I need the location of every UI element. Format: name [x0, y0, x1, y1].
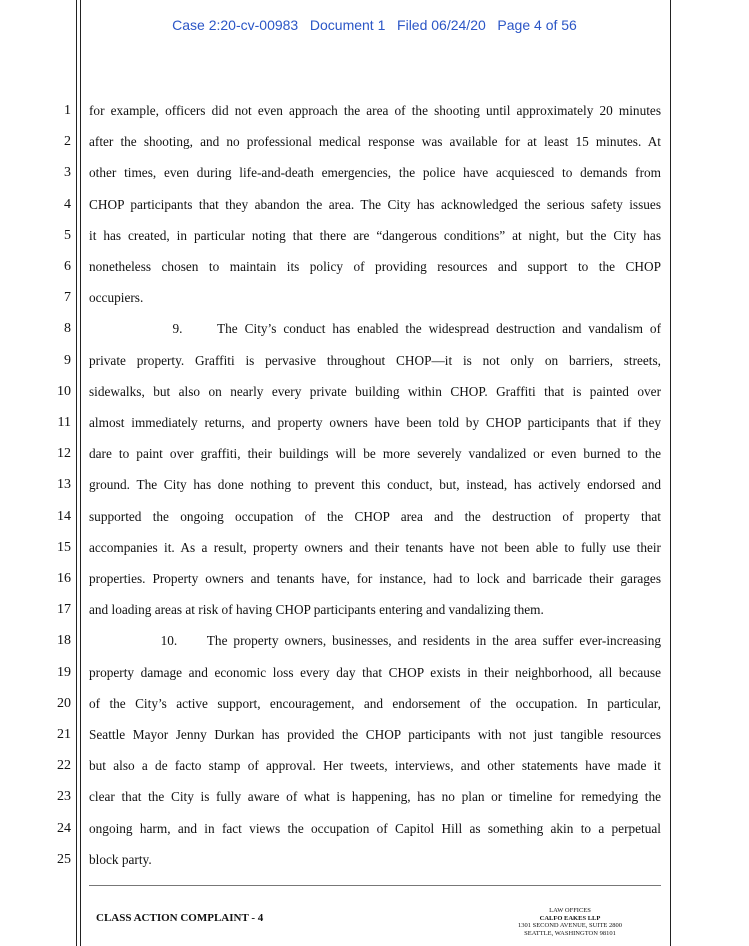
pleading-line — [0, 252, 749, 282]
line-text: occupiers. — [89, 290, 144, 306]
case-header: Case 2:20-cv-00983 Document 1 Filed 06/24/20 Page 4 of 56 — [172, 17, 577, 33]
pleading-line — [0, 158, 749, 188]
pleading-line — [0, 439, 749, 469]
pleading-line — [0, 314, 749, 344]
line-text: sidewalks, but also on nearly every private building within CHOP. Graffiti that is painted over — [89, 383, 661, 399]
pleading-line — [0, 502, 749, 532]
pleading-line — [0, 127, 749, 157]
pleading-line — [0, 845, 749, 875]
line-number: 24 — [57, 820, 71, 836]
footer-address-line-2: SEATTLE, WASHINGTON 98101 — [524, 929, 616, 937]
pleading-line — [0, 533, 749, 563]
line-number: 12 — [57, 446, 71, 462]
pleading-line — [0, 408, 749, 438]
footer-law-offices: LAW OFFICES — [549, 907, 591, 914]
line-text: ground. The City has done nothing to prevent this conduct, but, instead, has actively endorsed and — [89, 477, 661, 493]
line-number: 9 — [64, 352, 71, 368]
line-text: Seattle Mayor Jenny Durkan has provided the CHOP participants with not just tangible resources — [89, 727, 661, 742]
pleading-line — [0, 626, 749, 656]
pleading-line — [0, 689, 749, 719]
line-number: 10 — [57, 383, 71, 399]
line-text: dare to paint over graffiti, their buildings will be more severely vandalized or even burned to the — [89, 446, 661, 462]
pleading-line — [0, 283, 749, 313]
line-number: 8 — [64, 321, 71, 337]
line-text: supported the ongoing occupation of the CHOP area and the destruction of property that — [89, 508, 661, 524]
pleading-line — [0, 190, 749, 220]
line-text: ongoing harm, and in fact views the occupation of Capitol Hill as something akin to a perpetual — [89, 820, 661, 836]
pleading-line — [0, 751, 749, 781]
line-number: 4 — [64, 196, 71, 212]
line-text: for example, officers did not even approach the area of the shooting until approximately 20 minutes — [89, 103, 661, 118]
line-number: 6 — [64, 259, 71, 274]
line-number: 7 — [64, 290, 71, 306]
pleading-line — [0, 658, 749, 688]
pleading-line — [0, 96, 749, 126]
footer-address-line-1: 1301 SECOND AVENUE, SUITE 2800 — [517, 922, 623, 929]
pleading-line — [0, 470, 749, 500]
line-number: 14 — [57, 508, 71, 524]
line-text: block party. — [89, 851, 152, 867]
line-text: 9. The City’s conduct has enabled the widespread destruction and vandalism of — [89, 321, 661, 337]
line-number: 20 — [57, 695, 71, 711]
line-text: and loading areas at risk of having CHOP participants entering and vandalizing them. — [89, 602, 544, 618]
line-text: almost immediately returns, and property owners have been told by CHOP participants that if they — [89, 415, 661, 430]
line-text: clear that the City is fully aware of what is happening, has no plan or timeline for remedying the — [89, 789, 661, 805]
line-number: 17 — [57, 602, 71, 618]
line-text: it has created, in particular noting that there are “dangerous conditions” at night, but the City has — [89, 227, 661, 243]
line-text: property damage and economic loss every day that CHOP exists in their neighborhood, all because — [89, 664, 661, 680]
line-number: 2 — [64, 134, 71, 150]
footer-firm-name: CALFO EAKES LLP — [539, 914, 601, 922]
line-text: other times, even during life-and-death emergencies, the police have acquiesced to demands from — [89, 165, 661, 181]
pleading-line — [0, 782, 749, 812]
line-number: 13 — [57, 477, 71, 493]
line-number: 18 — [57, 633, 71, 649]
footer-document-title: CLASS ACTION COMPLAINT - 4 — [96, 912, 264, 924]
line-number: 15 — [57, 539, 71, 555]
line-number: 3 — [64, 165, 71, 181]
line-number: 11 — [57, 415, 71, 430]
line-number: 21 — [57, 727, 71, 742]
line-number: 1 — [64, 103, 71, 118]
line-number: 16 — [57, 571, 71, 586]
line-text: private property. Graffiti is pervasive throughout CHOP—it is not only on barriers, streets, — [89, 352, 661, 368]
footer-divider — [89, 885, 661, 886]
line-number: 25 — [57, 851, 71, 867]
pleading-line — [0, 377, 749, 407]
pleading-line — [0, 595, 749, 625]
line-text: accompanies it. As a result, property owners and their tenants have not been able to fully use their — [89, 539, 661, 555]
pleading-line — [0, 564, 749, 594]
line-number: 22 — [57, 758, 71, 774]
line-number: 19 — [57, 664, 71, 680]
line-number: 5 — [64, 227, 71, 243]
line-text: 10. The property owners, businesses, and residents in the area suffer ever-increasing — [89, 633, 661, 649]
pleading-line — [0, 346, 749, 376]
line-text: of the City’s active support, encouragement, and endorsement of the occupation. In particular, — [89, 695, 661, 711]
line-text: CHOP participants that they abandon the area. The City has acknowledged the serious safety issues — [89, 196, 661, 212]
line-text: nonetheless chosen to maintain its policy of providing resources and support to the CHOP — [89, 259, 661, 274]
line-text: after the shooting, and no professional medical response was available for at least 15 minutes. At — [89, 134, 661, 150]
pleading-line — [0, 221, 749, 251]
pleading-line — [0, 720, 749, 750]
footer-firm-block — [470, 907, 670, 937]
line-text: but also a de facto stamp of approval. Her tweets, interviews, and other statements have made it — [89, 758, 661, 774]
pleading-line — [0, 814, 749, 844]
line-text: properties. Property owners and tenants have, for instance, had to lock and barricade their garages — [89, 571, 661, 586]
line-number: 23 — [57, 789, 71, 805]
